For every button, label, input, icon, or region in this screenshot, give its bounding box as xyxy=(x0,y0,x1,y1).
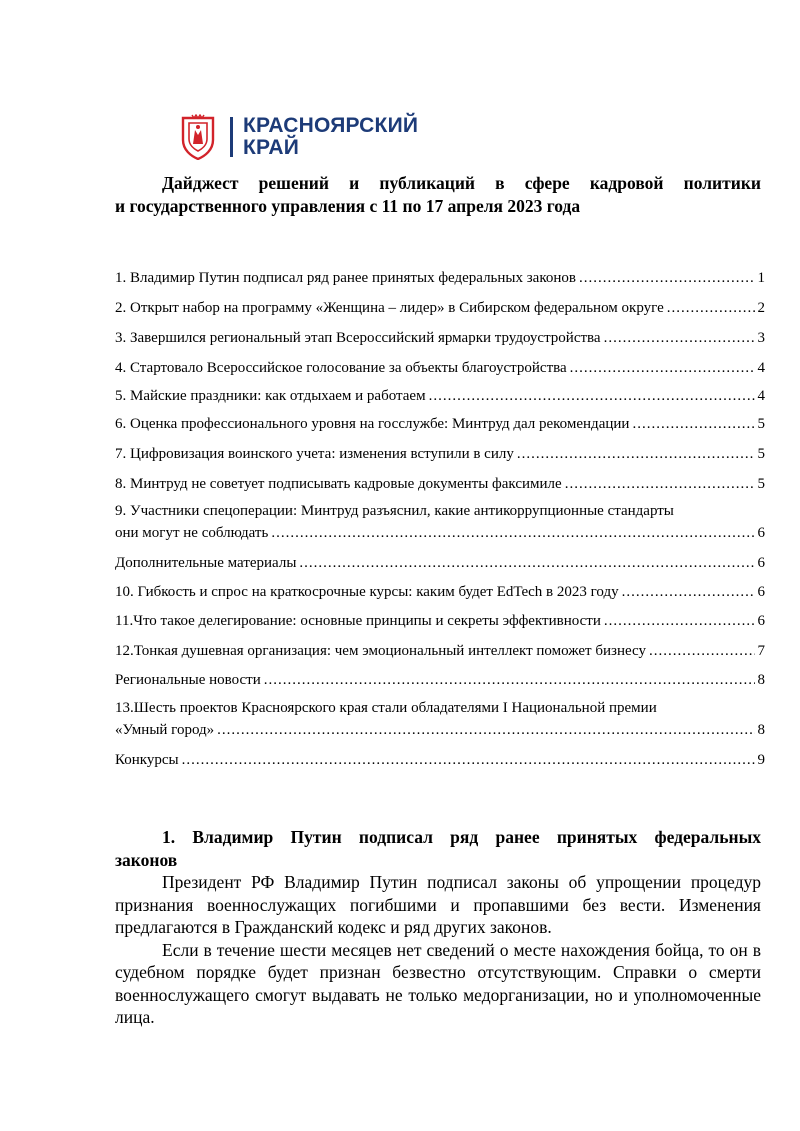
toc-entry-additional[interactable] xyxy=(115,553,765,573)
toc-entry-text: Конкурсы xyxy=(115,752,179,768)
toc-page-number: 4 xyxy=(757,388,765,404)
toc-page-number: 5 xyxy=(757,416,765,432)
section-1 xyxy=(115,826,761,1029)
logo-line-2: КРАЙ xyxy=(243,136,300,159)
title-line-2: и государственного управления с 11 по 17 апреля 2023 года xyxy=(115,196,581,216)
toc-entry-text: 1. Владимир Путин подписал ряд ранее принятых федеральных законов xyxy=(115,270,576,286)
section-paragraph-2: Если в течение шести месяцев нет сведений о месте нахождения бойца, то он в судебном порядке будет признан безвестно отсутствующим. Справки о смерти военнослужащего смогут выдавать не только медорганизации, но и уполномоченные лица. xyxy=(115,939,761,1027)
toc-page-number: 6 xyxy=(757,525,765,541)
section-heading-line-2: законов xyxy=(115,849,178,870)
toc-entry-text: 12.Тонкая душевная организация: чем эмоциональный интеллект поможет бизнесу xyxy=(115,643,646,659)
logo-wordmark xyxy=(243,115,418,159)
toc-entry-6[interactable] xyxy=(115,414,765,434)
toc-entry-9-line-1[interactable] xyxy=(115,501,765,521)
toc-entry-13-line-1[interactable] xyxy=(115,698,765,718)
toc-entry-text: 9. Участники спецоперации: Минтруд разъяснил, какие антикоррупционные стандарты xyxy=(115,503,674,519)
section-paragraph-1: Президент РФ Владимир Путин подписал законы об упрощении процедур признания военнослужащих погибшими и пропавшими без вести. Изменения предлагаются в Гражданский кодекс и ряд других законов. xyxy=(115,872,761,937)
toc-page-number: 7 xyxy=(757,643,765,659)
toc-entry-5[interactable] xyxy=(115,386,765,406)
section-heading-line-1: 1. Владимир Путин подписал ряд ранее принятых федеральных xyxy=(162,827,761,847)
toc-page-number: 6 xyxy=(757,584,765,600)
toc-page-number: 6 xyxy=(757,613,765,629)
toc-entry-12[interactable] xyxy=(115,641,765,661)
toc-entry-1[interactable] xyxy=(115,268,765,288)
toc-entry-text: 11.Что такое делегирование: основные принципы и секреты эффективности xyxy=(115,613,601,629)
document-title xyxy=(115,172,761,218)
toc-entry-7[interactable] xyxy=(115,444,765,464)
toc-page-number: 5 xyxy=(757,476,765,492)
toc-entry-13[interactable] xyxy=(115,720,765,740)
toc-entry-text: 3. Завершился региональный этап Всероссийский ярмарки трудоустройства xyxy=(115,330,601,346)
toc-entry-text: 7. Цифровизация воинского учета: изменения вступили в силу xyxy=(115,446,514,462)
toc-entry-text: «Умный город» xyxy=(115,722,215,738)
toc-page-number: 3 xyxy=(757,330,765,346)
toc-entry-text: 2. Открыт набор на программу «Женщина – лидер» в Сибирском федеральном округе xyxy=(115,300,664,316)
krasnoyarsk-coat-of-arms-icon xyxy=(180,114,216,160)
toc-entry-text: 5. Майские праздники: как отдыхаем и работаем xyxy=(115,388,426,404)
toc-entry-3[interactable] xyxy=(115,328,765,348)
toc-page-number: 6 xyxy=(757,555,765,571)
toc-page-number: 4 xyxy=(757,360,765,376)
toc-page-number: 9 xyxy=(757,752,765,768)
title-line-1: Дайджест решений и публикаций в сфере кадровой политики xyxy=(162,173,761,193)
toc-entry-11[interactable] xyxy=(115,611,765,631)
toc-entry-text: 8. Минтруд не советует подписывать кадровые документы факсимиле xyxy=(115,476,562,492)
toc-entry-text: Региональные новости xyxy=(115,672,261,688)
toc-page-number: 2 xyxy=(757,300,765,316)
toc-entry-2[interactable] xyxy=(115,298,765,318)
toc-entry-text: Дополнительные материалы xyxy=(115,555,297,571)
toc-entry-text: 13.Шесть проектов Красноярского края стали обладателями I Национальной премии xyxy=(115,700,657,716)
toc-entry-regional[interactable] xyxy=(115,670,765,690)
toc-page-number: 8 xyxy=(757,672,765,688)
toc-page-number: 8 xyxy=(757,722,765,738)
toc-page-number: 1 xyxy=(757,270,765,286)
toc-entry-text: 10. Гибкость и спрос на краткосрочные курсы: каким будет EdTech в 2023 году xyxy=(115,584,619,600)
toc-entry-contests[interactable] xyxy=(115,750,765,770)
toc-entry-10[interactable] xyxy=(115,582,765,602)
logo-divider xyxy=(230,117,233,157)
toc-entry-9[interactable] xyxy=(115,523,765,543)
toc-entry-text: 4. Стартовало Всероссийское голосование за объекты благоустройства xyxy=(115,360,567,376)
toc-entry-text: они могут не соблюдать xyxy=(115,525,269,541)
logo-line-1: КРАСНОЯРСКИЙ xyxy=(243,114,419,137)
header-logo xyxy=(180,113,418,161)
toc-page-number: 5 xyxy=(757,446,765,462)
toc-entry-8[interactable] xyxy=(115,474,765,494)
toc-entry-text: 6. Оценка профессионального уровня на госслужбе: Минтруд дал рекомендации xyxy=(115,416,630,432)
section-heading xyxy=(115,826,761,871)
toc-entry-4[interactable] xyxy=(115,358,765,378)
